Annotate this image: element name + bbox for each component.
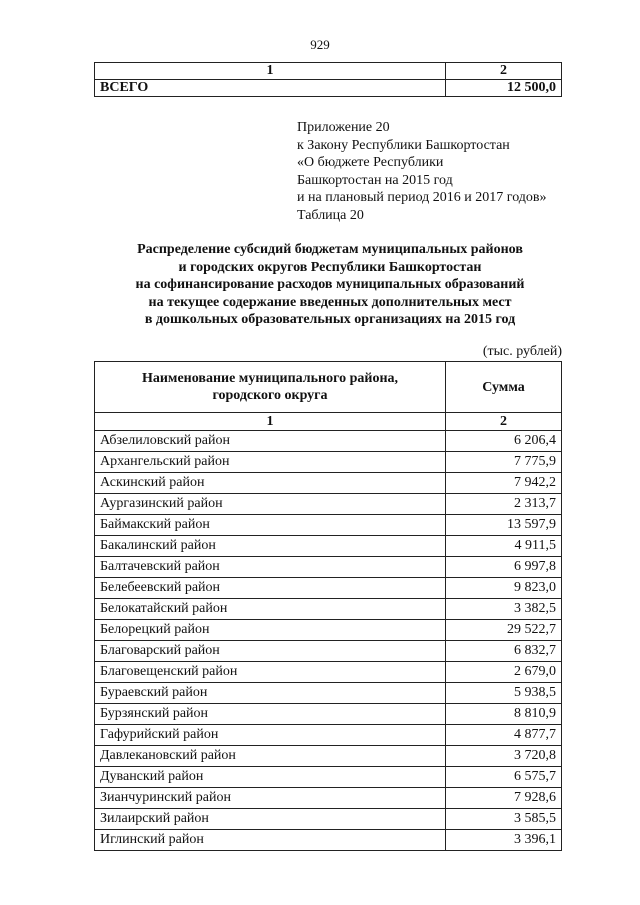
appendix-line: Приложение 20 [297,120,390,135]
district-sum: 6 997,8 [446,557,562,578]
district-sum: 3 396,1 [446,830,562,851]
district-sum: 8 810,9 [446,704,562,725]
table-row [95,473,562,494]
table-row [95,683,562,704]
district-sum: 6 832,7 [446,641,562,662]
district-name: Белокатайский район [95,599,446,620]
district-sum: 7 928,6 [446,788,562,809]
total-value: 12 500,0 [446,80,562,97]
total-table-header-row [95,63,562,80]
column-number-row [95,413,562,431]
column-number-1: 1 [95,413,446,431]
district-name: Абзелиловский район [95,431,446,452]
header-name-line2: городского округа [212,388,328,403]
table-row [95,746,562,767]
appendix-line: Таблица 20 [297,207,364,223]
district-sum: 7 775,9 [446,452,562,473]
table-row [95,494,562,515]
district-name: Бурзянский район [95,704,446,725]
appendix-line: Башкортостан на 2015 год [297,172,453,188]
appendix-block [297,119,547,224]
table-row [95,515,562,536]
table-row [95,809,562,830]
subsidy-table [94,361,562,851]
appendix-line: «О бюджете Республики [297,155,444,170]
appendix-line: и на плановый период 2016 и 2017 годов» [297,190,547,205]
district-name: Гафурийский район [95,725,446,746]
district-name: Зилаирский район [95,809,446,830]
table-body [95,431,562,851]
header-name [95,362,446,413]
table-row [95,788,562,809]
district-name: Архангельский район [95,452,446,473]
district-name: Баймакский район [95,515,446,536]
title-line: в дошкольных образовательных организациях на 2015 год [144,312,516,327]
page-number: 929 [310,37,330,52]
district-name: Балтачевский район [95,557,446,578]
table-row [95,431,562,452]
district-name: Белорецкий район [95,620,446,641]
district-sum: 6 575,7 [446,767,562,788]
district-name: Зианчуринский район [95,788,446,809]
district-sum: 29 522,7 [446,620,562,641]
district-name: Белебеевский район [95,578,446,599]
table-row [95,641,562,662]
table-row [95,536,562,557]
district-sum: 3 382,5 [446,599,562,620]
district-sum: 2 679,0 [446,662,562,683]
title-line: на софинансирование расходов муниципальных образований [135,277,525,292]
column-number-2: 2 [446,413,562,431]
table-header-row [95,362,562,413]
table-row [95,620,562,641]
district-sum: 9 823,0 [446,578,562,599]
document-title [80,241,580,329]
table-row [95,830,562,851]
title-line: Распределение субсидий бюджетам муниципальных районов [137,242,523,257]
district-name: Благовещенский район [95,662,446,683]
table-row [95,599,562,620]
district-sum: 3 585,5 [446,809,562,830]
district-sum: 6 206,4 [446,431,562,452]
district-sum: 7 942,2 [446,473,562,494]
district-name: Аургазинский район [95,494,446,515]
district-sum: 4 877,7 [446,725,562,746]
district-sum: 3 720,8 [446,746,562,767]
district-name: Бураевский район [95,683,446,704]
table-row [95,557,562,578]
table-row [95,578,562,599]
district-sum: 2 313,7 [446,494,562,515]
table-row [95,452,562,473]
total-table [94,62,562,97]
header-name-line1: Наименование муниципального района, [141,371,399,386]
table-row [95,704,562,725]
district-name: Бакалинский район [95,536,446,557]
district-name: Благоварский район [95,641,446,662]
total-label: ВСЕГО [95,80,446,97]
table-row [95,725,562,746]
appendix-line: к Закону Республики Башкортостан [297,137,510,153]
district-name: Дуванский район [95,767,446,788]
table-row [95,662,562,683]
title-line: на текущее содержание введенных дополнительных мест [148,294,512,310]
title-line: и городских округов Республики Башкортостан [178,259,482,275]
total-col1-number: 1 [95,63,446,80]
district-sum: 13 597,9 [446,515,562,536]
district-name: Аскинский район [95,473,446,494]
district-sum: 4 911,5 [446,536,562,557]
district-name: Давлекановский район [95,746,446,767]
district-sum: 5 938,5 [446,683,562,704]
table-row [95,767,562,788]
total-row [95,80,562,97]
unit-label: (тыс. рублей) [482,344,562,359]
total-col2-number: 2 [446,63,562,80]
header-sum: Сумма [446,362,562,413]
district-name: Иглинский район [95,830,446,851]
